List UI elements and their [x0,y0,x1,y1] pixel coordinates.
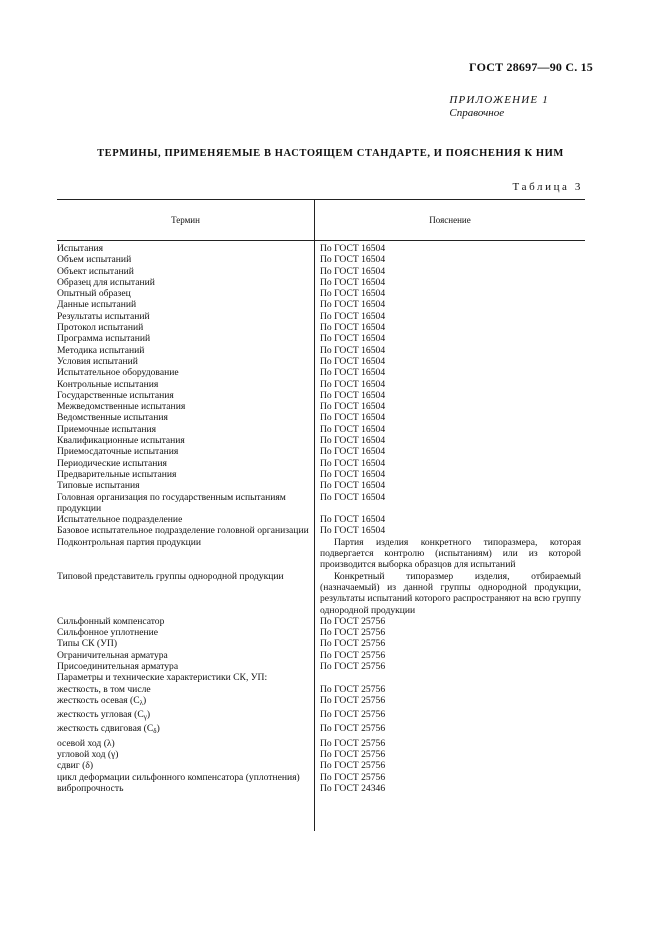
explanation-cell: По ГОСТ 16504 [320,333,386,345]
term-cell [57,772,310,783]
term-cell [57,401,310,412]
term-text: Образец для испытаний [57,276,155,288]
term-cell [57,379,310,390]
table-row [57,492,585,515]
term-cell [57,672,310,683]
term-text: Ограничительная арматура [57,649,168,661]
table-row [57,480,585,491]
term-cell [57,525,310,536]
explanation-cell: По ГОСТ 25756 [320,660,386,672]
term-text: Государственные испытания [57,389,174,401]
term-subscript: λ [139,698,144,707]
explanation-cell: По ГОСТ 16504 [320,355,386,367]
term-text: вибропрочность [57,782,124,794]
table-row [57,571,585,616]
page-header-standard: ГОСТ 28697—90 С. 15 [469,60,593,74]
column-header-term: Термин [171,215,200,225]
term-cell [57,638,310,649]
explanation-cell: По ГОСТ 16504 [320,457,386,469]
table-row [57,514,585,525]
table-header-rule [57,240,585,241]
term-cell [57,424,310,435]
term-text: жесткость осевая (C [57,694,140,706]
table-row [57,277,585,288]
term-text: жесткость, в том числе [57,683,151,695]
term-text: Программа испытаний [57,333,151,345]
table-body [57,243,585,794]
table-row [57,627,585,638]
table-row [57,783,585,794]
term-cell [57,345,310,356]
term-cell [57,749,310,760]
term-cell [57,650,310,661]
term-text: Типы СК (УП) [57,638,118,650]
term-text: Присоединительная арматура [57,660,179,672]
term-cell [57,723,310,737]
term-cell [57,627,310,638]
term-text: Подконтрольная партия продукции [57,536,201,548]
explanation-cell: По ГОСТ 16504 [320,254,386,266]
explanation-cell: По ГОСТ 24346 [320,782,386,794]
explanation-cell: По ГОСТ 25756 [320,694,386,706]
table-row [57,401,585,412]
term-cell [57,333,310,344]
explanation-cell: По ГОСТ 16504 [320,423,386,435]
table-row [57,311,585,322]
term-cell [57,783,310,794]
table-row [57,424,585,435]
term-text: Межведомственные испытания [57,401,186,413]
table-row [57,458,585,469]
term-text: Условия испытаний [57,355,138,367]
term-cell [57,390,310,401]
term-text: Типовые испытания [57,480,140,492]
term-subscript: δ [153,727,157,736]
term-cell [57,254,310,265]
explanation-cell: По ГОСТ 25756 [320,749,386,761]
explanation-cell: По ГОСТ 16504 [320,288,386,300]
term-text: Головная организация по государственным испытаниям продукции [57,491,286,514]
table-row [57,672,585,683]
term-cell [57,661,310,672]
table-row [57,469,585,480]
explanation-cell: По ГОСТ 16504 [320,299,386,311]
term-cell [57,322,310,333]
term-text: Параметры и технические характеристики СК, УП: [57,672,268,684]
explanation-cell [320,672,585,683]
explanation-cell: По ГОСТ 25756 [320,638,386,650]
table-row [57,367,585,378]
term-cell [57,709,310,723]
term-tail: ) [143,694,147,706]
term-text: жесткость сдвиговая (C [57,723,154,735]
table-label: Таблица 3 [512,181,583,193]
explanation-cell: По ГОСТ 16504 [320,491,386,503]
term-cell [57,458,310,469]
term-cell [57,435,310,446]
term-cell [57,480,310,491]
term-cell [57,514,310,525]
table-row [57,638,585,649]
explanation-cell: По ГОСТ 16504 [320,276,386,288]
explanation-cell: По ГОСТ 16504 [320,468,386,480]
table-row [57,661,585,672]
explanation-cell: По ГОСТ 25756 [320,723,386,735]
appendix-block [449,94,549,120]
term-text: Объект испытаний [57,265,134,277]
term-text: Данные испытаний [57,299,137,311]
term-text: Приемосдаточные испытания [57,446,179,458]
table-row [57,446,585,457]
term-cell [57,277,310,288]
column-header-explanation: Пояснение [429,215,471,225]
table-row [57,749,585,760]
table-row [57,695,585,709]
table-row [57,288,585,299]
table-row [57,266,585,277]
table-row [57,254,585,265]
term-tail: ) [156,723,160,735]
term-cell [57,571,310,616]
terms-table [57,199,585,831]
term-cell [57,446,310,457]
table-row [57,299,585,310]
table-row [57,650,585,661]
table-row [57,525,585,536]
explanation-cell: По ГОСТ 25756 [320,649,386,661]
table-row [57,709,585,723]
table-top-rule [57,199,585,200]
term-cell [57,367,310,378]
table-row [57,684,585,695]
explanation-cell: По ГОСТ 16504 [320,446,386,458]
term-cell [57,243,310,254]
explanation-cell: По ГОСТ 25756 [320,627,386,639]
term-text: Методика испытаний [57,344,145,356]
term-cell [57,288,310,299]
explanation-cell: По ГОСТ 16504 [320,265,386,277]
term-cell [57,695,310,709]
table-row [57,412,585,423]
term-cell [57,266,310,277]
explanation-cell: По ГОСТ 16504 [320,412,386,424]
explanation-cell: По ГОСТ 16504 [320,435,386,447]
table-row [57,616,585,627]
term-text: Объем испытаний [57,254,132,266]
table-row [57,435,585,446]
table-row [57,243,585,254]
table-row [57,379,585,390]
term-tail: ) [146,709,151,721]
table-row [57,322,585,333]
term-text: Типовой представитель группы однородной продукции [57,570,284,582]
table-row [57,390,585,401]
table-row [57,760,585,771]
term-text: Протокол испытаний [57,322,144,334]
term-text: Базовое испытательное подразделение головной организации [57,525,309,537]
explanation-cell: По ГОСТ 25756 [320,683,386,695]
term-subscript: γ [143,713,147,722]
table-row [57,345,585,356]
term-cell [57,311,310,322]
term-cell [57,469,310,480]
term-text: сдвиг (δ) [57,760,94,772]
explanation-cell: По ГОСТ 16504 [320,514,386,526]
term-text: Испытания [57,243,104,254]
table-row [57,333,585,344]
table-row [57,537,585,571]
explanation-cell: По ГОСТ 16504 [320,322,386,334]
explanation-cell: По ГОСТ 16504 [320,367,386,379]
explanation-cell: По ГОСТ 16504 [320,378,386,390]
term-text: Квалификационные испытания [57,435,185,447]
term-text: Испытательное подразделение [57,514,183,526]
explanation-cell: По ГОСТ 25756 [320,760,386,772]
explanation-cell: По ГОСТ 16504 [320,389,386,401]
term-text: Периодические испытания [57,457,167,469]
term-text: осевой ход (λ) [57,737,115,749]
term-text: угловой ход (γ) [57,749,119,761]
term-text: цикл деформации сильфонного компенсатора (уплотнения) [57,771,300,783]
explanation-cell: По ГОСТ 16504 [320,310,386,322]
explanation-cell: Конкретный типоразмер изделия, отбираемый (назначаемый) из данной группы однородной продукции, результаты испытаний которого распространяют на всю группу однородной продукции [320,570,581,616]
term-text: Испытательное оборудование [57,367,179,379]
term-cell [57,299,310,310]
term-text: Сильфонное уплотнение [57,627,159,639]
term-text: Предварительные испытания [57,468,177,480]
explanation-cell: По ГОСТ 16504 [320,525,386,537]
explanation-cell: По ГОСТ 16504 [320,243,386,254]
explanation-cell: По ГОСТ 16504 [320,480,386,492]
term-text: Опытный образец [57,288,131,300]
term-cell [57,412,310,423]
term-cell [57,760,310,771]
table-row [57,772,585,783]
term-text: жесткость угловая (C [57,709,144,721]
term-text: Контрольные испытания [57,378,159,390]
table-row [57,738,585,749]
explanation-cell: По ГОСТ 16504 [320,401,386,413]
explanation-cell: По ГОСТ 25756 [320,737,386,749]
document-title: ТЕРМИНЫ, ПРИМЕНЯЕМЫЕ В НАСТОЯЩЕМ СТАНДАРТЕ, И ПОЯСНЕНИЯ К НИМ [97,148,564,159]
appendix-title: ПРИЛОЖЕНИЕ 1 [449,94,549,106]
term-cell [57,492,310,515]
explanation-cell: По ГОСТ 25756 [320,709,386,721]
term-cell [57,738,310,749]
table-row [57,356,585,367]
term-text: Приемочные испытания [57,423,157,435]
term-cell [57,684,310,695]
explanation-cell: По ГОСТ 25756 [320,771,386,783]
term-text: Ведомственные испытания [57,412,168,424]
term-cell [57,537,310,571]
term-cell [57,356,310,367]
appendix-subtitle: Справочное [449,107,505,119]
term-text: Результаты испытаний [57,310,150,322]
explanation-cell: По ГОСТ 25756 [320,615,386,627]
table-row [57,723,585,737]
explanation-cell: По ГОСТ 16504 [320,344,386,356]
term-cell [57,616,310,627]
explanation-cell: Партия изделия конкретного типоразмера, которая подвергается контролю (испытаниям) или из которой производится выборка образцов для испытаний [320,536,581,571]
term-text: Сильфонный компенсатор [57,615,165,627]
